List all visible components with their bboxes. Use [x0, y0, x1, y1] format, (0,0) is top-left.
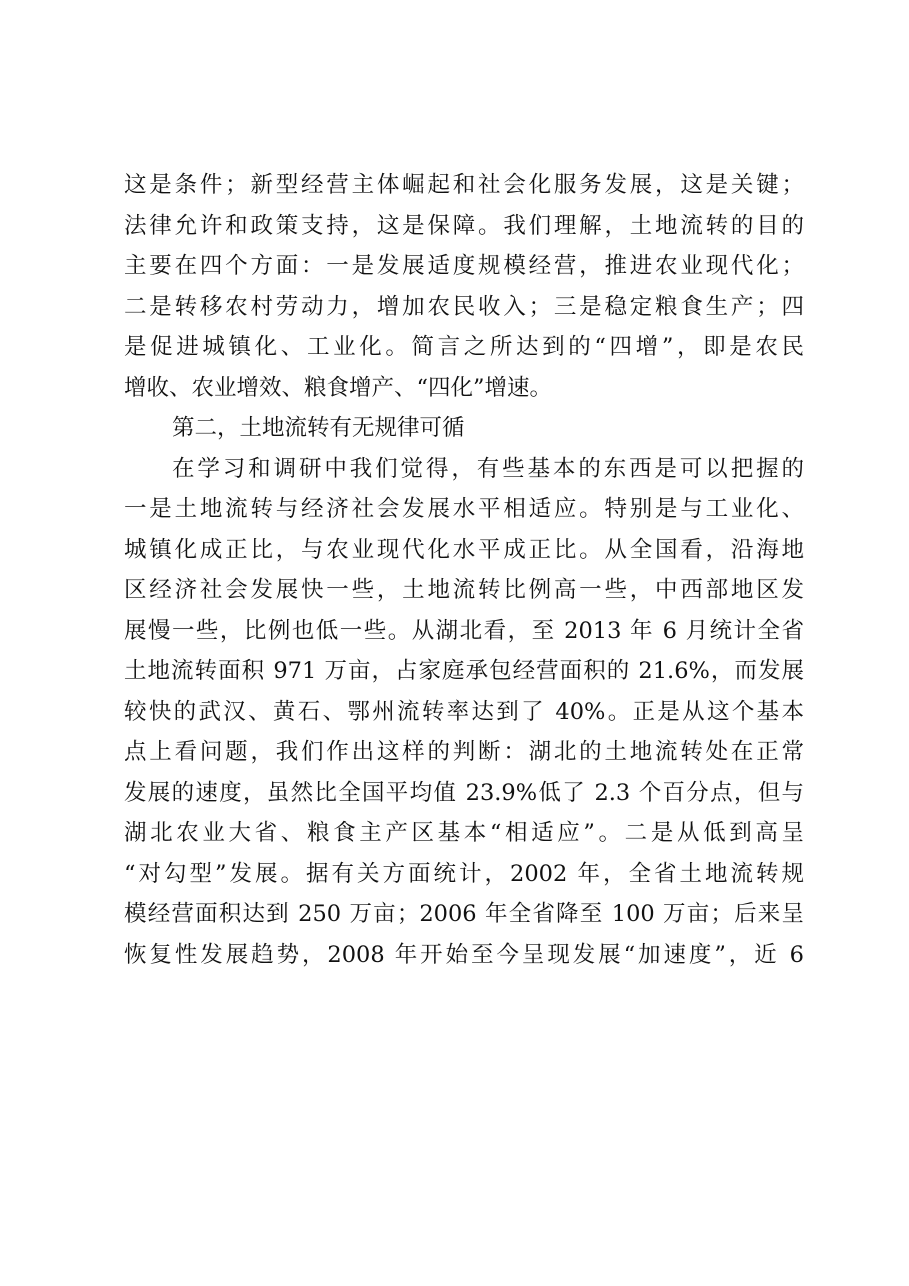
text-line: 展慢一些，比例也低一些。从湖北看，至 2013 年 6 月统计全省 [124, 617, 804, 644]
text-line: 二是转移农村劳动力，增加农民收入；三是稳定粮食生产；四 [124, 293, 804, 320]
text-line: 较快的武汉、黄石、鄂州流转率达到了 40%。正是从这个基本 [124, 698, 804, 725]
text-line: 恢复性发展趋势，2008 年开始至今呈现发展“加速度”，近 6 [124, 941, 804, 968]
section-heading: 第二，土地流转有无规律可循 [172, 415, 465, 441]
text-line: 增收、农业增效、粮食增产、“四化”增速。 [124, 374, 553, 401]
text-line: 土地流转面积 971 万亩，占家庭承包经营面积的 21.6%，而发展 [124, 658, 804, 684]
text-line: 法律允许和政策支持，这是保障。我们理解，土地流转的目的 [124, 212, 804, 239]
text-line: 区经济社会发展快一些，土地流转比例高一些，中西部地区发 [124, 577, 804, 603]
text-line: 发展的速度，虽然比全国平均值 23.9%低了 2.3 个百分点，但与 [124, 779, 804, 806]
text-line: 湖北农业大省、粮食主产区基本“相适应”。二是从低到高呈 [124, 820, 804, 846]
text-line: 这是条件；新型经营主体崛起和社会化服务发展，这是关键； [124, 172, 804, 198]
document-body [124, 165, 804, 975]
text-line: 在学习和调研中我们觉得，有些基本的东西是可以把握的 [172, 455, 804, 482]
text-line: 一是土地流转与经济社会发展水平相适应。特别是与工业化、 [124, 496, 804, 522]
text-line: 模经营面积达到 250 万亩；2006 年全省降至 100 万亩；后来呈 [124, 901, 804, 927]
text-line: 城镇化成正比，与农业现代化水平成正比。从全国看，沿海地 [124, 536, 804, 563]
text-line: “对勾型”发展。据有关方面统计，2002 年，全省土地流转规 [124, 860, 804, 887]
text-line: 点上看问题，我们作出这样的判断：湖北的土地流转处在正常 [124, 739, 804, 765]
text-line: 主要在四个方面：一是发展适度规模经营，推进农业现代化； [124, 253, 804, 279]
text-line: 是促进城镇化、工业化。简言之所达到的“四增”，即是农民 [124, 334, 804, 360]
